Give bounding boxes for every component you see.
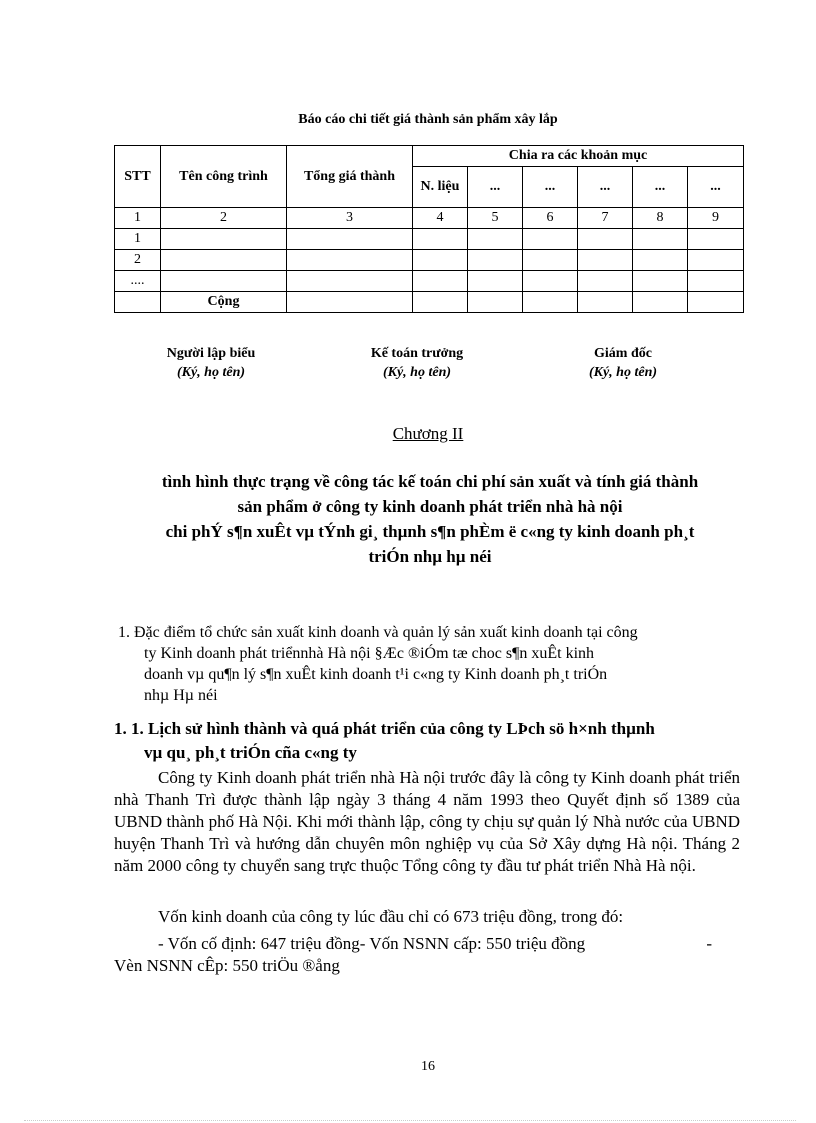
row-index: .... [115,271,161,292]
signature-role: Giám đốc [594,346,652,361]
signature-role: Người lập biểu [166,346,256,361]
page-number: 16 [421,1059,435,1074]
capital-dash: - [706,934,712,953]
header-sub-cell: ... [688,167,744,208]
signature-director [523,344,723,382]
header-sub-cell: ... [633,167,688,208]
paragraph-capital-detail [114,933,740,977]
report-table [114,145,744,313]
chapter-heading [110,469,750,569]
chapter-title: Chương II [392,424,464,443]
signature-chief-accountant [317,344,517,382]
table-numbering-row [115,208,744,229]
number-cell: 9 [688,208,744,229]
number-cell: 2 [161,208,287,229]
number-cell: 6 [523,208,578,229]
header-ten-cong-trinh: Tên công trình [161,146,287,208]
total-label: Cộng [161,292,287,313]
heading-line: sản phẩm ở công ty kinh doanh phát triển nhà hà nội [237,497,623,516]
table-row [115,229,744,250]
number-cell: 5 [468,208,523,229]
number-cell: 3 [287,208,413,229]
signature-note: (Ký, họ tên) [176,365,246,380]
number-cell: 4 [413,208,468,229]
header-sub-cell: ... [523,167,578,208]
item-1-line: 1. Đặc điểm tổ chức sản xuất kinh doanh và quản lý sản xuất kinh doanh tại công [118,624,638,641]
capital-line [114,933,740,955]
table-total-row [115,292,744,313]
item-1 [118,622,740,706]
number-cell: 8 [633,208,688,229]
header-stt: STT [115,146,161,208]
signature-role: Kế toán trưởng [370,346,464,361]
capital-line-text: - Vốn cố định: 647 triệu đồng- Vốn NSNN cấp: 550 triệu đồng [158,934,586,953]
item-1-line: ty Kinh doanh phát triểnnhà Hà nội §Æc ®iÓm tæ choc s¶n xuÊt kinh [144,645,595,662]
row-index: 2 [115,250,161,271]
signature-note: (Ký, họ tên) [588,365,658,380]
header-tong-gia-thanh: Tổng giá thành [287,146,413,208]
signature-note: (Ký, họ tên) [382,365,452,380]
table-row [115,250,744,271]
page-divider [24,1120,796,1121]
header-sub-cell: ... [468,167,523,208]
paragraph-history: Công ty Kinh doanh phát triển nhà Hà nội trước đây là công ty Kinh doanh phát triển nhà Thanh Trì được thành lập ngày 3 tháng 4 năm 1993 theo Quyết định số 1389 của UBND thành phố Hà Nội. Khi mới thành lập, công ty chịu sự quản lý Nhà nước của UBND huyện Thanh Trì và hướng dẫn chuyên môn nghiệp vụ của Sở Xây dựng Hà nội. Tháng 2 năm 2000 công ty chuyển sang trực thuộc Tổng công ty đầu tư phát triển Nhà Hà nội. [114,768,740,875]
section-1-1-heading [114,717,740,765]
signature-preparer [111,344,311,382]
capital-line-2: Vèn NSNN cÊp: 550 triÖu ®ång [114,956,340,975]
heading-line: tình hình thực trạng về công tác kế toán chi phí sản xuất và tính giá thành [161,472,699,491]
item-1-line: doanh vµ qu¶n lý s¶n xuÊt kinh doanh t¹i c«ng ty Kinh doanh ph¸t triÓn [144,666,608,683]
heading-line: triÓn nhµ hµ néi [368,547,492,566]
report-title: Báo cáo chi tiết giá thành sản phẩm xây lắp [298,112,558,127]
section-line: vµ qu¸ ph¸t triÓn cña c«ng ty [144,743,357,762]
header-sub-cell: N. liệu [413,167,468,208]
section-line: 1. 1. Lịch sử hình thành và quá phát triển của công ty LÞch sö h×nh thµnh [114,719,655,738]
table-row [115,271,744,292]
item-1-line: nhµ Hµ néi [144,687,218,704]
header-chia-ra: Chia ra các khoản mục [413,146,744,167]
number-cell: 7 [578,208,633,229]
heading-line: chi phÝ s¶n xuÊt vµ tÝnh gi¸ thµnh s¶n phÈm ë c«ng ty kinh doanh ph¸t [165,522,695,541]
table-header-row [115,146,744,167]
header-sub-cell: ... [578,167,633,208]
paragraph-capital: Vốn kinh doanh của công ty lúc đầu chỉ có 673 triệu đồng, trong đó: [158,907,624,926]
number-cell: 1 [115,208,161,229]
row-index: 1 [115,229,161,250]
